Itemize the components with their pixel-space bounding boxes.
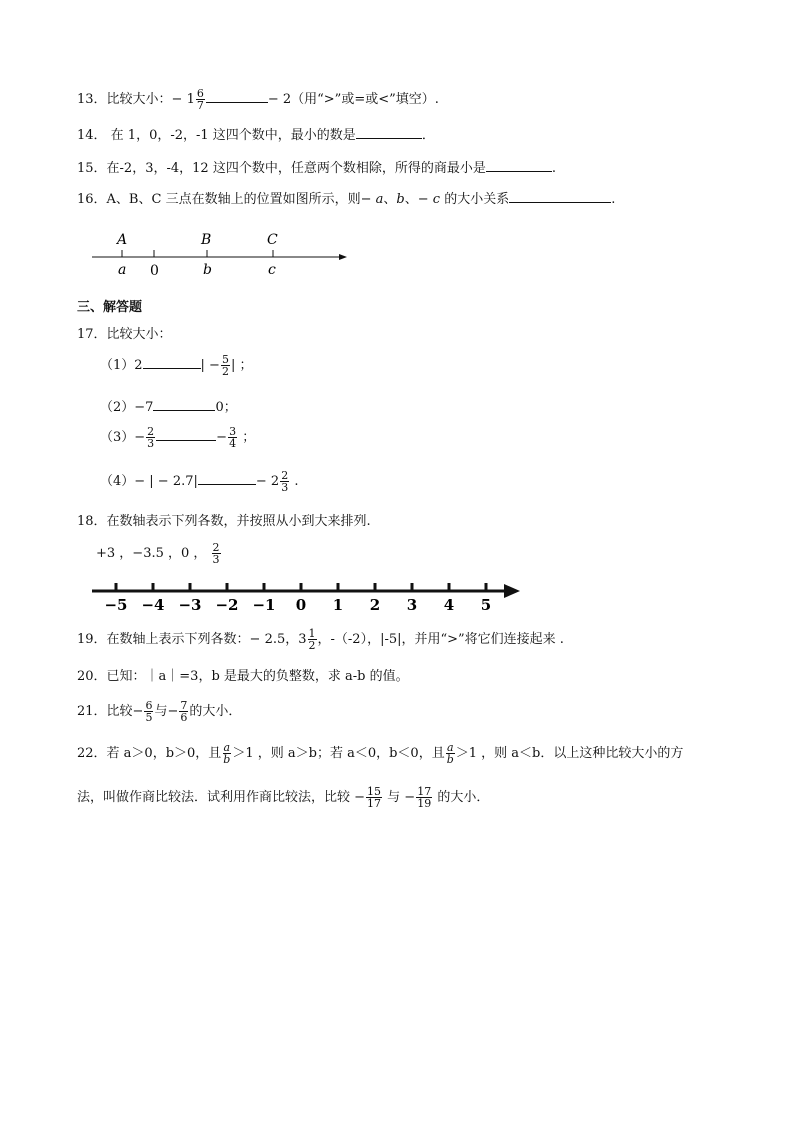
q17-p3-fraction-1 [146, 426, 155, 449]
frac-num: 15 [367, 785, 382, 798]
q16-sep1: 、 [383, 192, 397, 207]
q17-p1-end: | ； [230, 358, 253, 373]
q22-fraction-2 [446, 742, 455, 765]
number-line-abc [90, 228, 360, 284]
frac-num: 6 [145, 699, 153, 712]
question-15 [77, 157, 556, 176]
q17-p3-label: （3）− [100, 430, 146, 445]
q17-p2-label: （2）−7 [100, 400, 154, 415]
frac-num: 3 [229, 425, 237, 438]
frac-den: b [223, 753, 231, 766]
q17-p4-label: （4）− | − 2.7| [100, 474, 198, 489]
q18-tick-label: 5 [480, 596, 492, 614]
frac-den: 17 [367, 797, 382, 810]
frac-num: 7 [180, 699, 188, 712]
frac-num: a [223, 741, 231, 754]
answer-blank-13[interactable] [206, 90, 268, 103]
q18-tick-label: 0 [295, 596, 307, 614]
q17-part-3 [100, 426, 255, 449]
q22-text-1: 22．若 a＞0，b＞0，且 [77, 746, 222, 761]
question-17-title: 17．比较大小： [77, 327, 172, 342]
question-16 [77, 188, 615, 207]
q18-tick-label: −2 [215, 596, 239, 614]
section-heading: 三、解答题 [77, 300, 143, 315]
frac-num: 17 [417, 785, 432, 798]
q22-end: 的大小． [437, 790, 490, 805]
answer-blank-14[interactable] [356, 126, 422, 139]
q17-p4-end: . [294, 474, 299, 489]
q22-fraction-4 [416, 786, 432, 809]
frac-num: 2 [147, 425, 155, 438]
q18-tick-label: −3 [178, 596, 202, 614]
q17-p3-fraction-2 [228, 426, 237, 449]
q14-end: ． [421, 128, 435, 143]
q13-frac-den: 7 [196, 99, 204, 112]
q17-p2-end: 0； [215, 400, 237, 415]
q16-text: 16．A、B、C 三点在数轴上的位置如图所示，则 [77, 192, 361, 207]
q17-p4-mid: − 2 [255, 474, 280, 489]
frac-den: 2 [221, 365, 229, 378]
label-b: b [203, 262, 212, 278]
question-14 [77, 124, 435, 143]
q22-mid: 与 − [387, 790, 416, 805]
question-18: 18．在数轴表示下列各数，并按照从小到大来排列. [77, 514, 371, 529]
frac-den: b [446, 753, 454, 766]
q21-mid: 与− [154, 704, 179, 719]
answer-blank-16[interactable] [509, 190, 611, 203]
q16-end: . [611, 192, 616, 207]
label-zero: 0 [150, 263, 159, 279]
q16-var-b: b [396, 192, 405, 207]
q22-text-4: 法，叫做作商比较法．试利用作商比较法，比较 − [77, 790, 366, 805]
answer-blank-17-2[interactable] [153, 398, 215, 411]
q13-fraction [196, 88, 205, 111]
q17-p3-end: ； [242, 430, 256, 445]
question-20: 20．已知：｜a｜=3，b 是最大的负整数，求 a-b 的值。 [77, 669, 409, 684]
q18-tick-label: 4 [443, 596, 455, 614]
q18-number-list: +3 ，−3.5 ，0 ， [96, 546, 207, 561]
axis-arrow [339, 254, 347, 260]
q22-fraction-3 [366, 786, 382, 809]
answer-blank-15[interactable] [486, 159, 552, 172]
q18-tick-label: 2 [369, 596, 381, 614]
q13-text: 13．比较大小： [77, 92, 172, 107]
q22-fraction-1 [222, 742, 231, 765]
q21-fraction-2 [179, 700, 188, 723]
q18-tick-label: 3 [406, 596, 418, 614]
q21-end: 的大小． [189, 704, 242, 719]
q16-neg-c: − [417, 192, 429, 207]
q17-p3-mid: − [216, 430, 228, 445]
q18-axis-arrow [504, 584, 520, 598]
label-C: C [267, 232, 278, 248]
question-22-line-2 [77, 786, 489, 809]
frac-num: a [446, 741, 454, 754]
q18-numbers [96, 542, 222, 565]
q13-number-b: − 2 [267, 92, 292, 107]
label-B: B [201, 232, 212, 248]
label-a: a [118, 262, 127, 278]
frac-num: 5 [221, 353, 229, 366]
q14-text: 14． 在 1，0，-2，-1 这四个数中，最小的数是 [77, 128, 356, 143]
question-13 [77, 88, 439, 111]
frac-den: 6 [180, 711, 188, 724]
frac-num: 2 [212, 541, 220, 554]
q17-p1-label: （1）2 [100, 358, 143, 373]
question-19 [77, 628, 564, 651]
label-A: A [117, 232, 128, 248]
q21-fraction-1 [144, 700, 153, 723]
frac-num: 1 [308, 627, 316, 640]
q18-tick-label: −4 [141, 596, 165, 614]
q17-p4-fraction [280, 470, 289, 493]
q17-p1-mid: | − [200, 358, 220, 373]
number-line-q18[interactable] [90, 580, 530, 614]
question-21 [77, 700, 241, 723]
q16-var-c: c [432, 192, 441, 207]
answer-blank-17-3[interactable] [156, 428, 216, 441]
q15-end: . [551, 161, 556, 176]
frac-den: 5 [145, 711, 153, 724]
q16-text-end: 的大小关系 [440, 192, 510, 207]
answer-blank-17-1[interactable] [143, 356, 201, 369]
frac-den: 3 [147, 437, 155, 450]
q17-part-4 [100, 470, 298, 493]
q18-tick-label: −1 [252, 596, 276, 614]
q13-number-a: − 1 [171, 92, 195, 107]
q18-tick-label: −5 [104, 596, 128, 614]
frac-den: 4 [229, 437, 237, 450]
q17-part-1 [100, 354, 252, 377]
q18-tick-label: 1 [332, 596, 344, 614]
frac-den: 19 [417, 797, 432, 810]
q16-sep2: 、 [404, 192, 418, 207]
frac-den: 2 [308, 639, 316, 652]
frac-num: 2 [281, 469, 289, 482]
q13-frac-num: 6 [196, 87, 204, 100]
question-22-line-1 [77, 742, 683, 765]
q16-var-a: a [375, 192, 384, 207]
q19-text: 19．在数轴上表示下列各数：− 2.5，3 [77, 632, 307, 647]
frac-den: 3 [212, 553, 220, 566]
q17-part-2 [100, 396, 237, 415]
q19-text-end: ，-（-2），|-5|，并用“>”将它们连接起来 . [317, 632, 564, 647]
q17-p1-fraction [221, 354, 230, 377]
q22-text-3: ＞1 ，则 a＜b．以上这种比较大小的方 [455, 746, 684, 761]
label-c: c [268, 262, 276, 278]
q15-text: 15．在-2，3，-4，12 这四个数中，任意两个数相除，所得的商最小是 [77, 161, 486, 176]
q13-instruction: （用“>”或=或<”填空）. [291, 92, 439, 107]
answer-blank-17-4[interactable] [198, 472, 256, 485]
q22-text-2: ＞1 ，则 a＞b；若 a＜0，b＜0，且 [232, 746, 445, 761]
q19-fraction [308, 628, 317, 651]
q18-fraction [212, 542, 221, 565]
q21-text: 21．比较− [77, 704, 144, 719]
q16-neg-a: − [360, 192, 372, 207]
frac-den: 3 [281, 481, 289, 494]
